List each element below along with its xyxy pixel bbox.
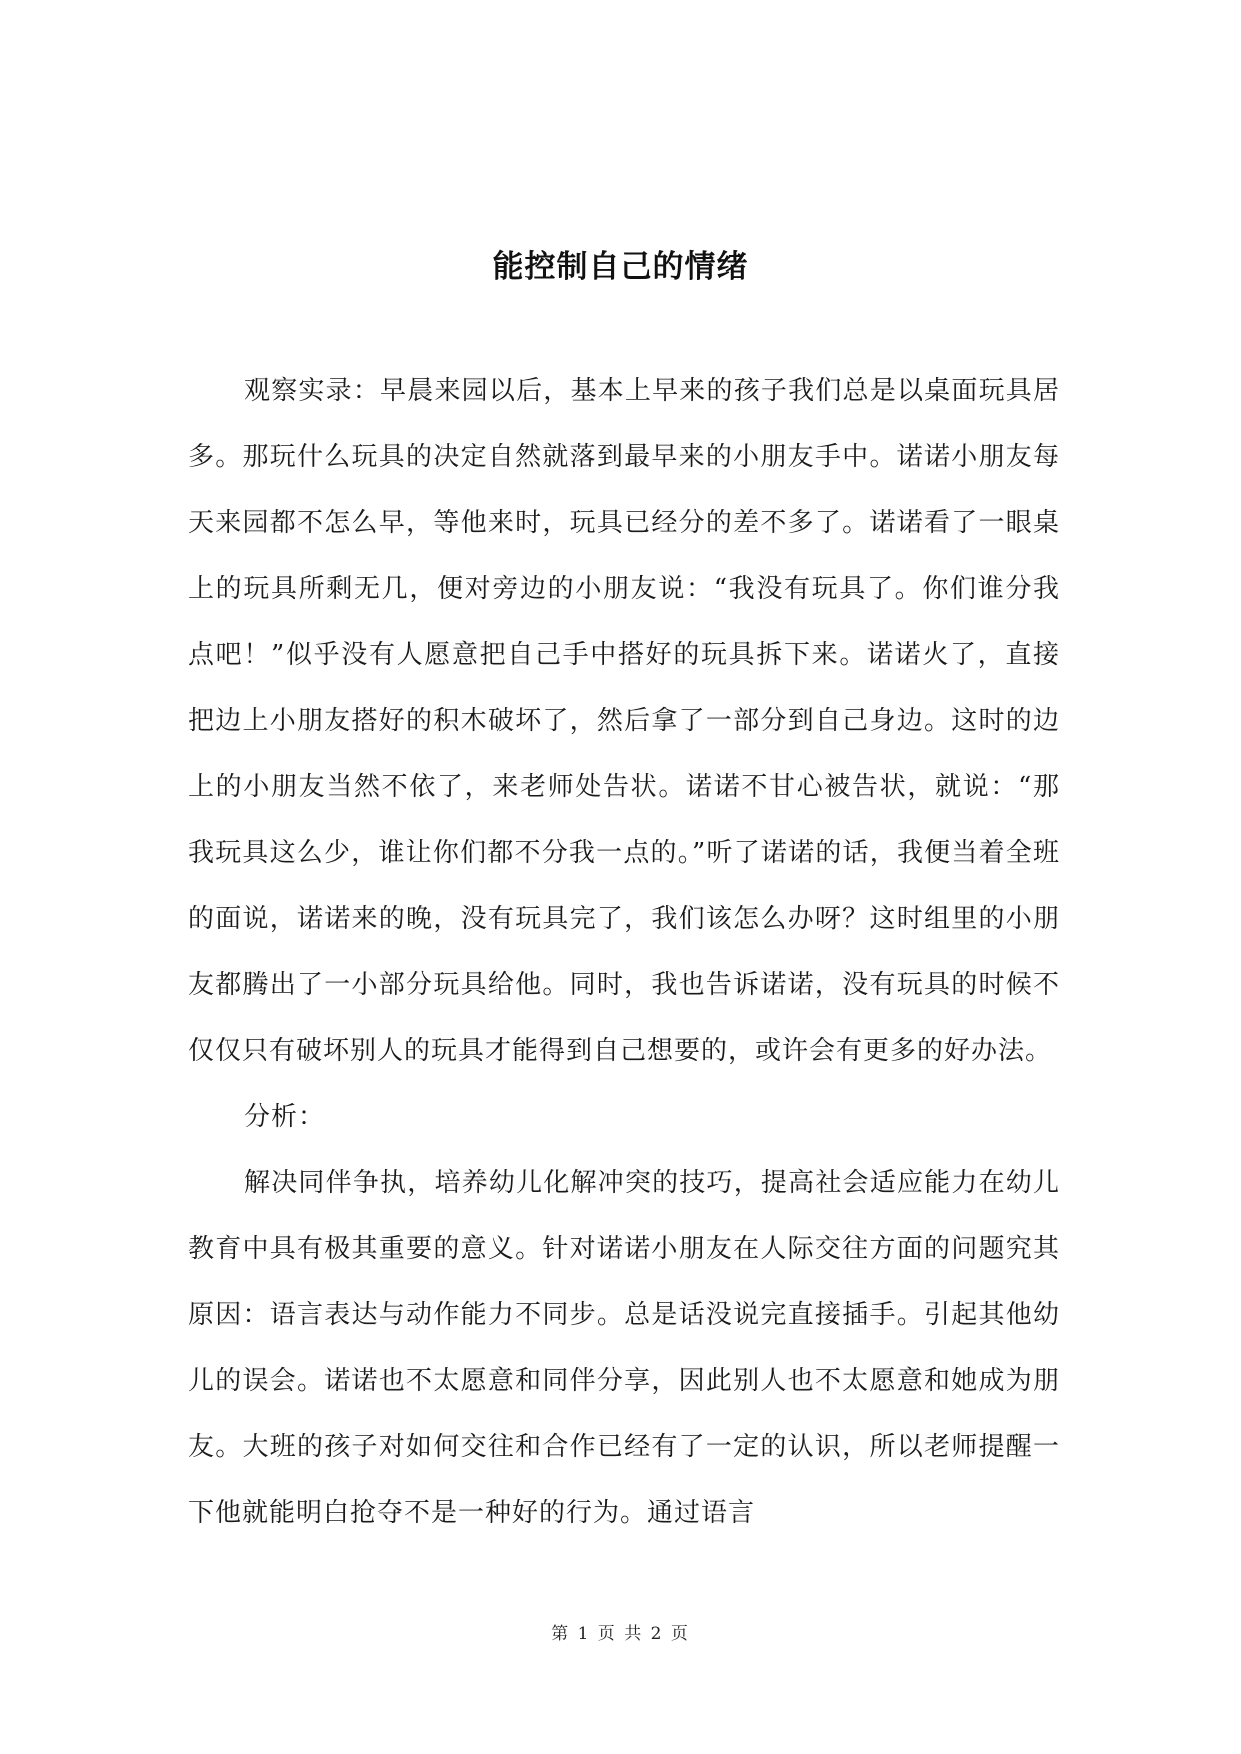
document-title: 能控制自己的情绪	[492, 248, 749, 285]
paragraph-analysis-heading: 分析：	[244, 1102, 326, 1132]
paragraph-analysis: 解决同伴争执，培养幼儿化解冲突的技巧，提高社会适应能力在幼儿教育中具有极其重要的意义。针对诺诺小朋友在人际交往方面的问题究其原因：语言表达与动作能力不同步。总是话没说完直接插手。引起其他幼儿的误会。诺诺也不太愿意和同伴分享，因此别人也不太愿意和她成为朋友。大班的孩子对如何交往和合作已经有了一定的认识，所以老师提醒一下他就能明白抢夺不是一种好的行为。通过语言	[188, 1168, 1060, 1528]
page-number-footer: 第 1 页 共 2 页	[551, 1624, 690, 1644]
paragraph-observation: 观察实录：早晨来园以后，基本上早来的孩子我们总是以桌面玩具居多。那玩什么玩具的决定自然就落到最早来的小朋友手中。诺诺小朋友每天来园都不怎么早，等他来时，玩具已经分的差不多了。诺诺看了一眼桌上的玩具所剩无几，便对旁边的小朋友说：“我没有玩具了。你们谁分我点吧！”似乎没有人愿意把自己手中搭好的玩具拆下来。诺诺火了，直接把边上小朋友搭好的积木破坏了，然后拿了一部分到自己身边。这时的边上的小朋友当然不依了，来老师处告状。诺诺不甘心被告状，就说：“那我玩具这么少，谁让你们都不分我一点的。”听了诺诺的话，我便当着全班的面说，诺诺来的晚，没有玩具完了，我们该怎么办呀？这时组里的小朋友都腾出了一小部分玩具给他。同时，我也告诉诺诺，没有玩具的时候不仅仅只有破坏别人的玩具才能得到自己想要的，或许会有更多的好办法。	[188, 376, 1060, 1066]
document-body	[188, 358, 1060, 1546]
